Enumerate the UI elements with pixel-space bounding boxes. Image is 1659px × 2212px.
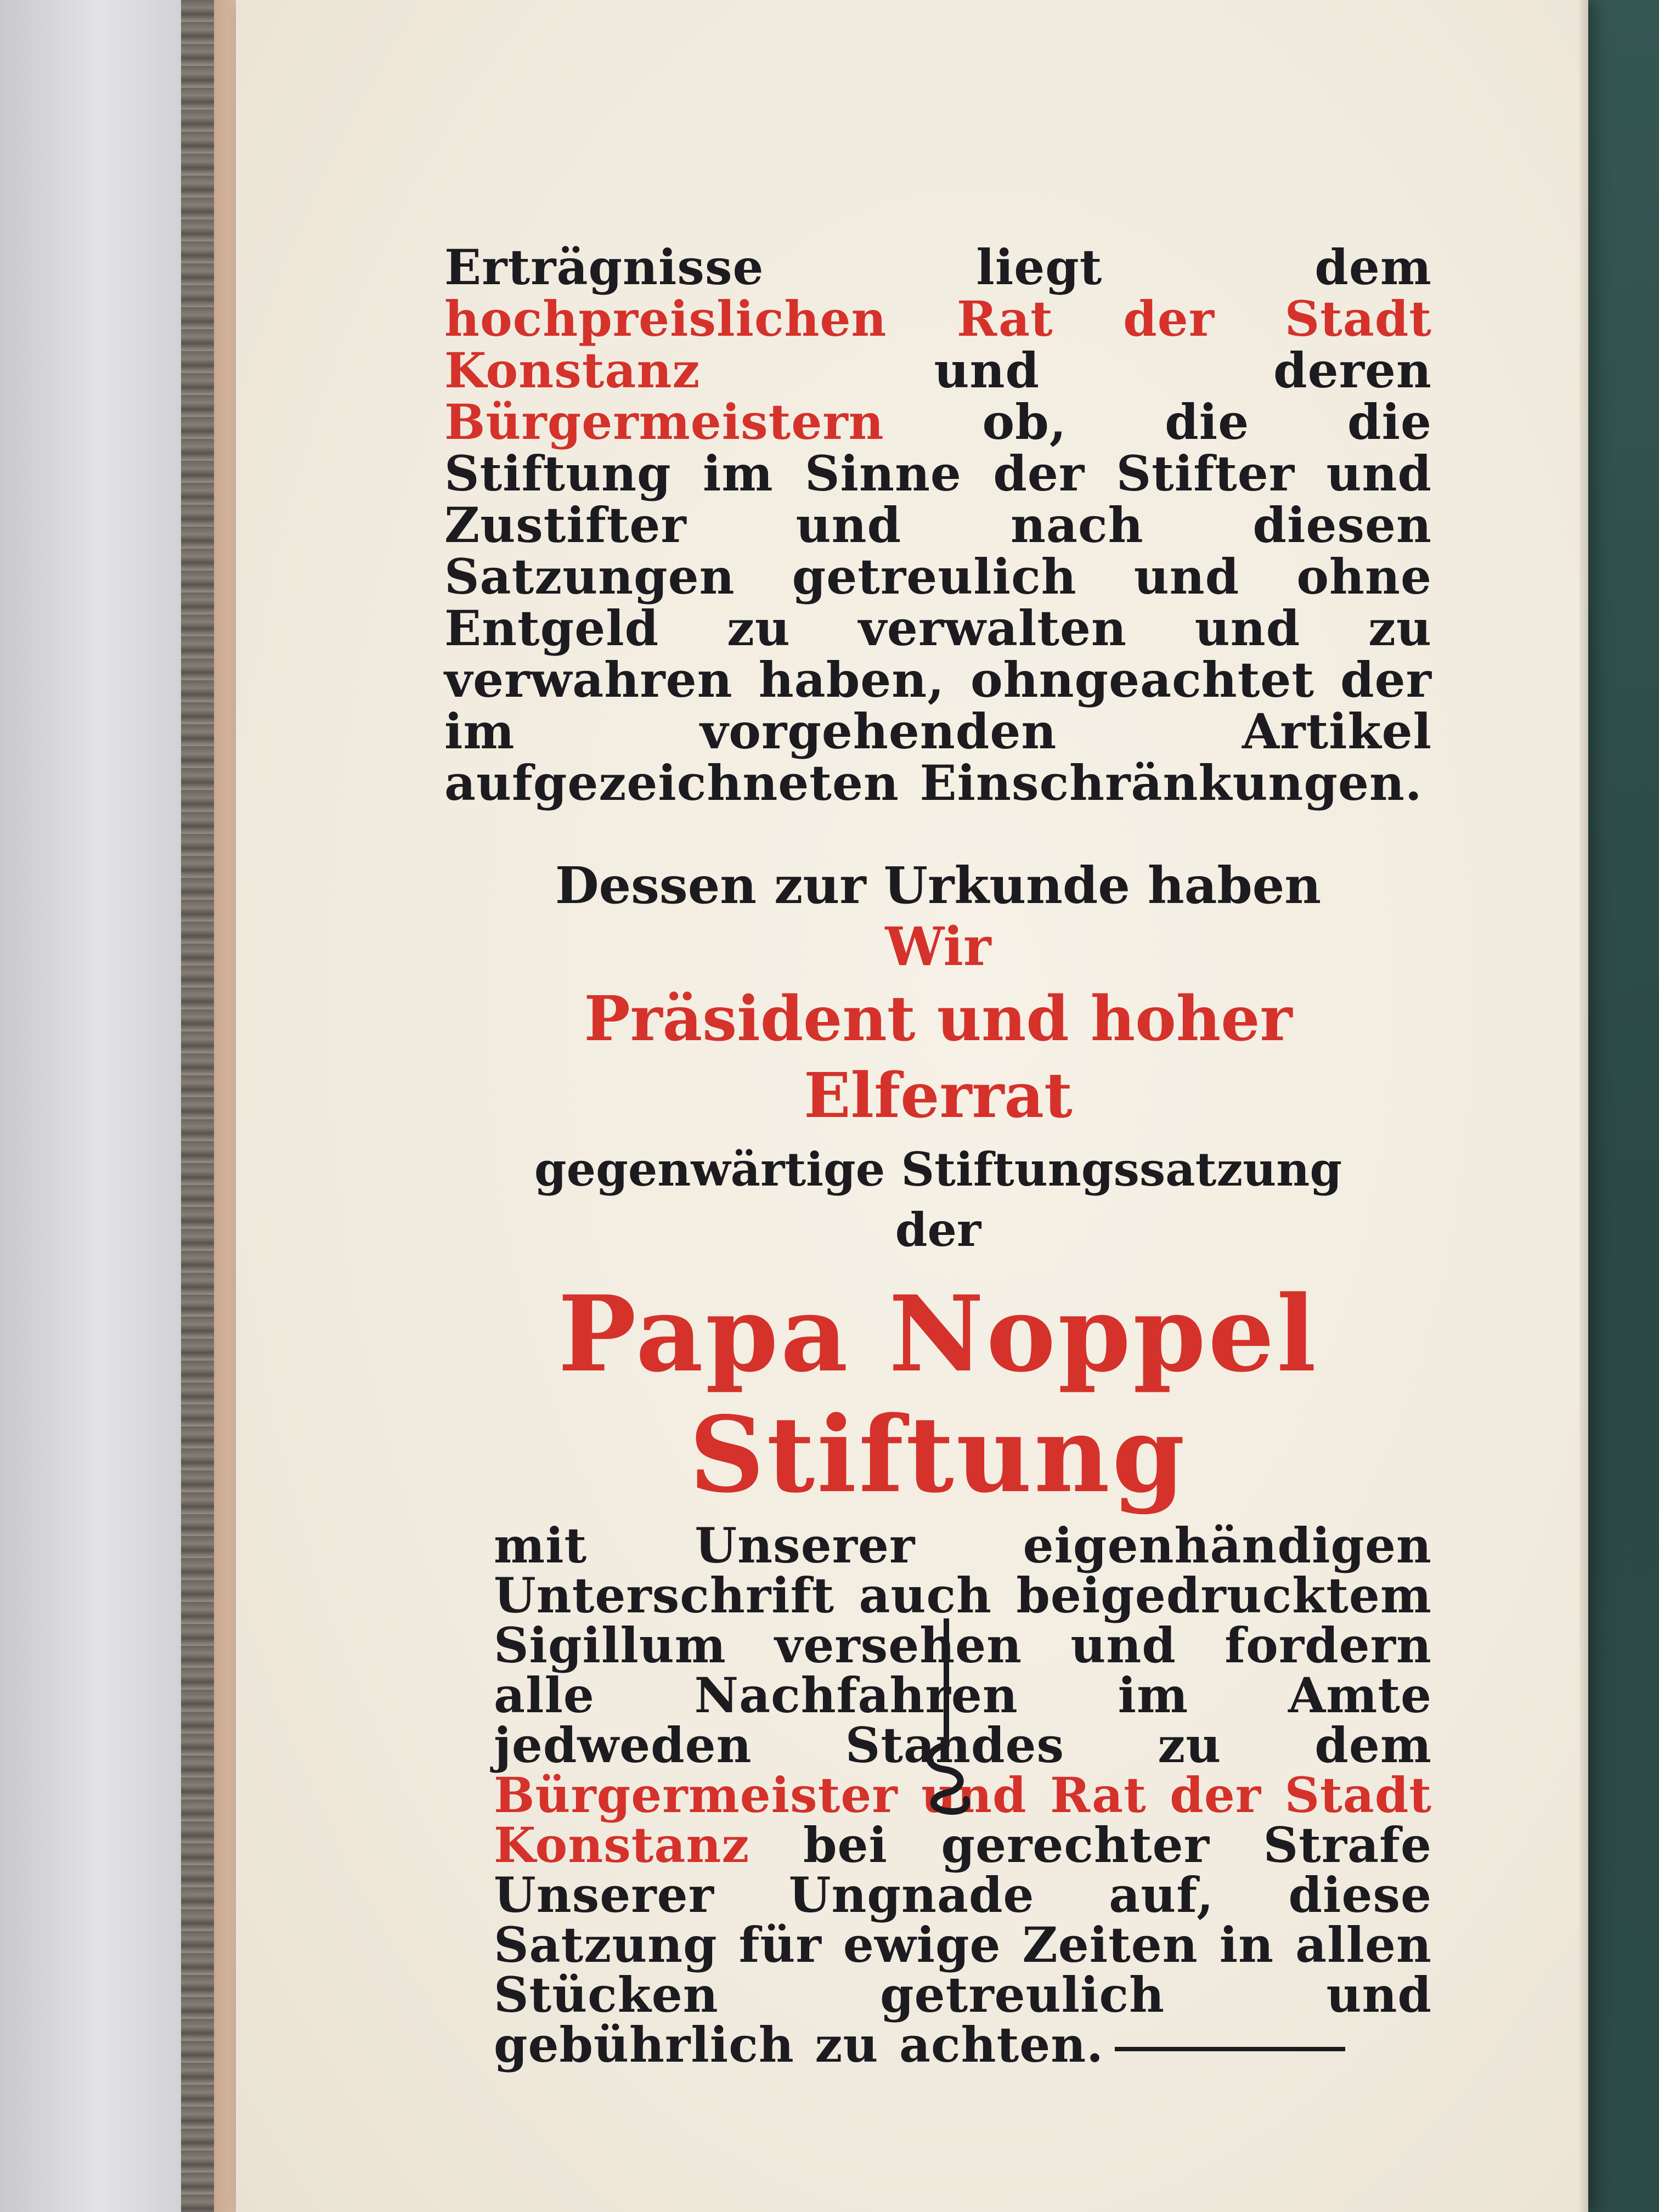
line-wir: Wir (885, 916, 991, 978)
closing-dash-flourish (1115, 2047, 1345, 2051)
para2-text-a: mit Unserer eigenhändigen Unterschrift auch beigedrucktem Sigillum versehen und fordern alle Nachfahren im Amte jedweden Standes zu dem (494, 1517, 1432, 1774)
paragraph-1 (444, 241, 1432, 809)
manuscript-page (236, 0, 1588, 2212)
para1-text-b: und deren (700, 342, 1432, 399)
foundation-title: Papa Noppel Stiftung (557, 1273, 1319, 1516)
facing-page (0, 0, 181, 2212)
line-dessen: Dessen zur Urkunde haben (555, 856, 1322, 915)
para1-red-rat: hochpreislichen Rat der Stadt Konstanz (444, 290, 1432, 399)
para1-text-c: ob, die die Stiftung im Sinne der Stifter und Zustifter und nach diesen Satzungen getreulich und ohne Entgeld zu verwalten und zu verwahren haben, ohngeachtet der im vorgehenden Artikel aufgezeichneten Einschränkungen. (444, 393, 1432, 811)
para1-red-buergermeistern: Bürgermeistern (444, 393, 884, 450)
para2-text-b: bei gerechter Strafe Unserer Ungnade auf, diese Satzung für ewige Zeiten in allen Stücken getreulich und gebührlich zu achten. (494, 1816, 1432, 2073)
line-praesident: Präsident und hoher Elferrat (584, 983, 1293, 1132)
cover-board-edge (214, 0, 236, 2212)
pendant-flourish-icon (913, 1618, 979, 1816)
para1-text-a: Erträgnisse liegt dem (444, 239, 1432, 296)
book-spine-binding (181, 0, 214, 2212)
line-gegenwaertige: gegenwärtige Stiftungssatzung (534, 1142, 1342, 1197)
para2-red-buergermeister: Bürgermeister und Rat der Stadt Konstanz (494, 1767, 1432, 1874)
line-der: der (895, 1203, 981, 1257)
